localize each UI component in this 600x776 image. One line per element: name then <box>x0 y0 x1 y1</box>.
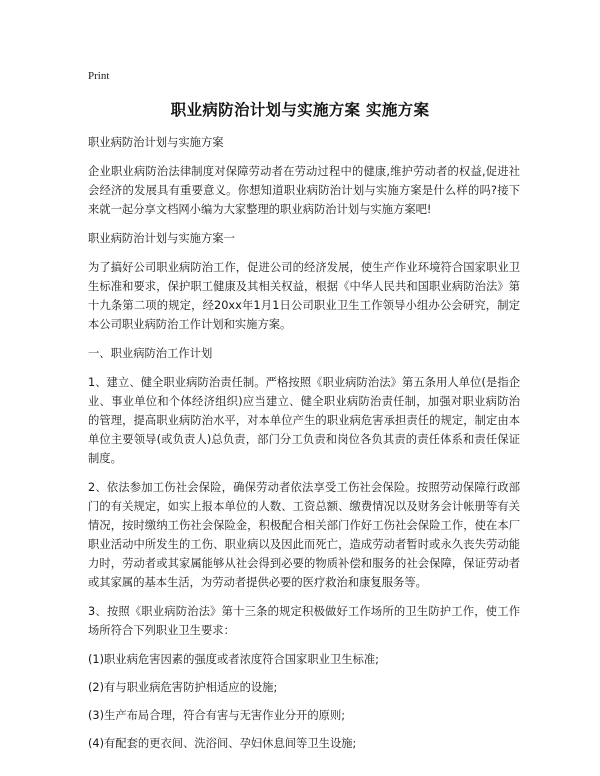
section-heading: 一、职业病防治工作计划 <box>88 347 213 360</box>
document-body <box>88 133 520 762</box>
list-item: (4)有配套的更衣间、洗浴间、孕妇休息间等卫生设施; <box>88 737 357 750</box>
body-paragraph: 2、依法参加工伤社会保险，确保劳动者依法享受工伤社会保险。按照劳动保障行政部门的有关规定，如实上报本单位的人数、工资总额、缴费情况以及财务会计帐册等有关情况，按时缴纳工伤社会保险金，积极配合相关部门作好工伤社会保险工作，使在本厂职业活动中所发生的工伤、职业病以及因此而死亡，造成劳动者暂时或永久丧失劳动能力时，劳动者或其家属能够从社会得到必要的物质补偿和服务的社会保障，保证劳动者或其家属的基本生活，为劳动者提供必要的医疗救治和康复服务等。 <box>88 481 520 589</box>
body-paragraph: 3、按照《职业病防治法》第十三条的规定积极做好工作场所的卫生防护工作，使工作场所符合下列职业卫生要求： <box>88 605 520 637</box>
subtitle: 职业病防治计划与实施方案 <box>88 136 224 149</box>
section-heading: 职业病防治计划与实施方案一 <box>88 232 235 245</box>
body-paragraph: 为了搞好公司职业病防治工作，促进公司的经济发展，使生产作业环境符合国家职业卫生标准和要求，保护职工健康及其相关权益，根据《中华人民共和国职业病防治法》第十九条第二项的规定，经20xx年1月1日公司职业卫生工作领导小组办公会研究，制定本公司职业病防治工作计划和实施方案。 <box>88 261 520 331</box>
list-item: (3)生产布局合理，符合有害与无害作业分开的原则; <box>88 709 346 722</box>
list-item: (2)有与职业病危害防护相适应的设施; <box>88 681 278 694</box>
print-link[interactable]: Print <box>88 70 110 82</box>
list-item: (1)职业病危害因素的强度或者浓度符合国家职业卫生标准; <box>88 653 379 666</box>
body-paragraph: 1、建立、健全职业病防治责任制。严格按照《职业病防治法》第五条用人单位(是指企业、事业单位和个体经济组织)应当建立、健全职业病防治责任制，加强对职业病防治的管理，提高职业病防治水平，对本单位产生的职业病危害承担责任的规定，制定由本单位主要领导(或负责人)总负责，部门分工负责和岗位各负其责的责任体系和责任保证制度。 <box>88 376 520 465</box>
intro-paragraph: 企业职业病防治法律制度对保障劳动者在劳动过程中的健康,维护劳动者的权益,促进社会经济的发展具有重要意义。你想知道职业病防治计划与实施方案是什么样的吗?接下来就一起分享文档网小编为大家整理的职业病防治计划与实施方案吧! <box>88 165 520 216</box>
page-title: 职业病防治计划与实施方案 实施方案 <box>170 101 430 119</box>
